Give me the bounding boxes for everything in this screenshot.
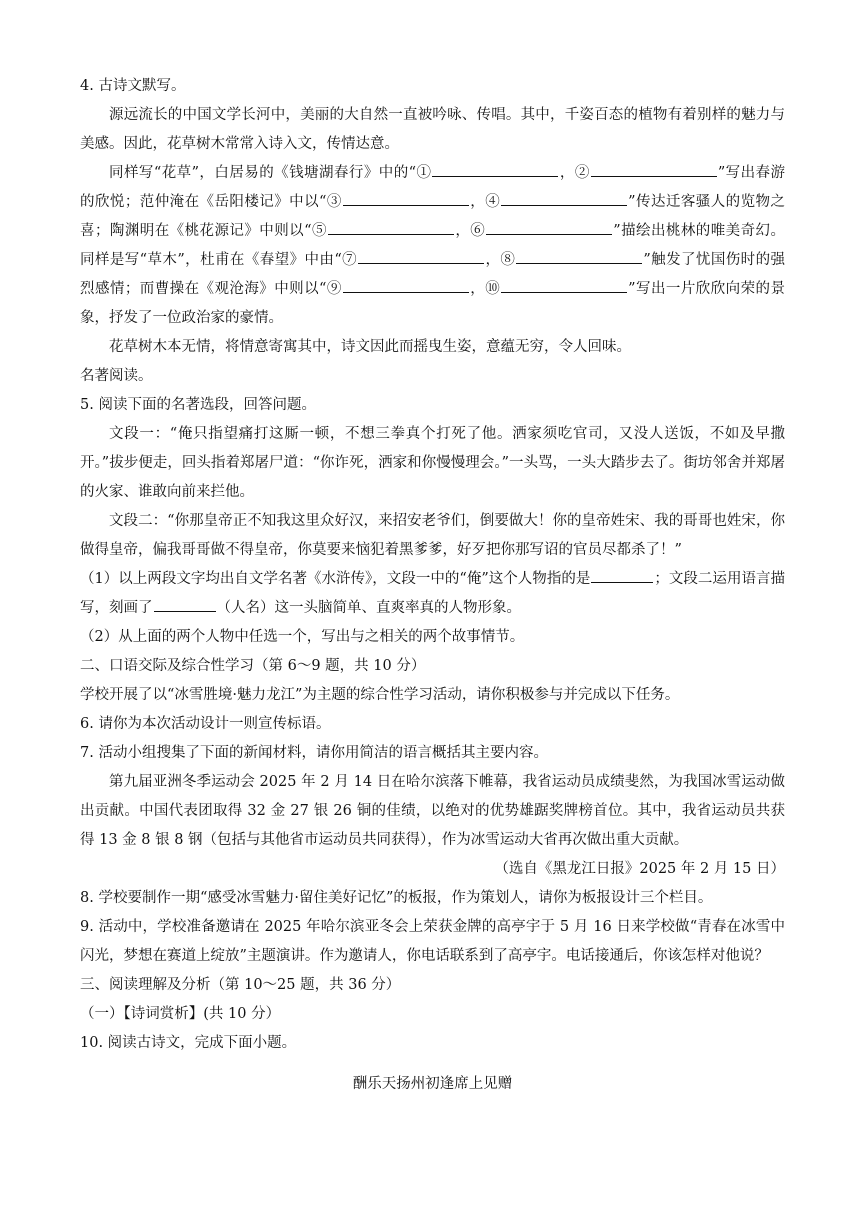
q4-text-5: ”传达迁客骚人的览物之喜；陶渊明在《桃花源记》中则以“⑤ <box>80 194 785 239</box>
q4-text-11: ”写出一片欣欣向荣的景象，抒发了一位政治家的豪情。 <box>80 281 785 326</box>
section3-sub: （一）【诗词赏析】(共 10 分） <box>80 1006 281 1022</box>
q4-text-6: ，⑥ <box>454 223 486 239</box>
q5-sub1-text-a: （1）以上两段文字均出自文学名著《水浒传》，文段一中的“俺”这个人物指的是 <box>80 571 591 587</box>
q4-title: 4. 古诗文默写。 <box>80 78 186 94</box>
section-classics-title: 名著阅读。 <box>80 368 153 384</box>
answer-blank-6[interactable] <box>486 219 612 235</box>
poem-title: 酬乐天扬州初逢席上见赠 <box>352 1076 513 1092</box>
q7-news: 第九届亚洲冬季运动会 2025 年 2 月 14 日在哈尔滨落下帷幕，我省运动员成绩斐然，为我国冰雪运动做出贡献。中国代表团取得 32 金 27 银 26 铜的佳绩，以绝对的优势雄踞奖牌榜首位。其中，我省运动员共获得 13 金 8 银 8 钢（包括与其他省市运动员共同获得），作为冰雪运动大省再次做出重大贡献。 <box>80 774 785 848</box>
q4-text-10: ，⑩ <box>469 281 501 297</box>
answer-blank-3[interactable] <box>343 190 469 206</box>
q4-text-3: ”写出春游的欣悦；范仲淹在《岳阳楼记》中以“③ <box>80 165 786 210</box>
section2-title: 二、口语交际及综合性学习（第 6～9 题，共 10 分） <box>80 658 426 674</box>
answer-blank-9[interactable] <box>343 277 469 293</box>
exam-page <box>80 72 785 1099</box>
q5-sub1 <box>80 565 785 623</box>
q4-fill-paragraph <box>80 159 785 333</box>
q5-excerpt-2: 文段二：“你那皇帝正不知我这里众好汉，来招安老爷们，倒要做大！你的皇帝姓宋、我的哥哥也姓宋，你做得皇帝，偏我哥哥做不得皇帝，你莫要来恼犯着黑爹爹，好歹把你那写诏的官员尽都杀了！” <box>80 513 785 558</box>
q4-ending: 花草树木本无情，将情意寄寓其中，诗文因此而摇曳生姿，意蕴无穷，令人回味。 <box>109 339 631 355</box>
answer-blank-4[interactable] <box>501 190 627 206</box>
q5-sub1-text-b: ；文段二运用语言描写，刻画了 <box>80 571 785 616</box>
section2-intro: 学校开展了以“冰雪胜境·魅力龙江”为主题的综合性学习活动，请你积极参与并完成以下任务。 <box>80 687 680 703</box>
q9: 9. 活动中，学校准备邀请在 2025 年哈尔滨亚冬会上荣获金牌的高亭宇于 5 月 16 日来学校做“青春在冰雪中闪光，梦想在赛道上绽放”主题演讲。作为邀请人，你电话联系到了高亭宇。电话接通后，你该怎样对他说？ <box>80 919 785 964</box>
q10: 10. 阅读古诗文，完成下面小题。 <box>80 1035 297 1051</box>
q8: 8. 学校要制作一期“感受冰雪魅力·留住美好记忆”的板报，作为策划人，请你为板报设计三个栏目。 <box>80 890 713 906</box>
q4-text-4: ，④ <box>469 194 501 210</box>
q5-title: 5. 阅读下面的名著选段，回答问题。 <box>80 397 316 413</box>
answer-blank-1[interactable] <box>432 161 558 177</box>
answer-blank-name[interactable] <box>154 596 216 612</box>
q4-intro: 源远流长的中国文学长河中，美丽的大自然一直被吟咏、传唱。其中，千姿百态的植物有着别样的魅力与美感。因此，花草树木常常入诗入文，传情达意。 <box>80 107 785 152</box>
answer-blank-10[interactable] <box>501 277 627 293</box>
q5-excerpt-1: 文段一：“俺只指望痛打这厮一顿，不想三拳真个打死了他。洒家须吃官司，又没人送饭，不如及早撒开。”拔步便走，回头指着郑屠尸道：“你诈死，洒家和你慢慢理会。”一头骂，一头大踏步去了。街坊邻舍并郑屠的火家、谁敢向前来拦他。 <box>80 426 785 500</box>
answer-blank-5[interactable] <box>328 219 454 235</box>
q6: 6. 请你为本次活动设计一则宣传标语。 <box>80 716 331 732</box>
q4-text-7: ”描绘出桃林的唯美奇幻。同样是写“草木”，杜甫在《春望》中由“⑦ <box>80 223 785 268</box>
q7: 7. 活动小组搜集了下面的新闻材料，请你用简洁的语言概括其主要内容。 <box>80 745 548 761</box>
q4-text-8: ，⑧ <box>485 252 516 268</box>
answer-blank-8[interactable] <box>516 248 642 264</box>
q7-source: （选自《黑龙江日报》2025 年 2 月 15 日） <box>494 861 785 877</box>
answer-blank-2[interactable] <box>591 161 717 177</box>
q4-text-9: ”触发了忧国伤时的强烈感情；而曹操在《观沧海》中则以“⑨ <box>80 252 785 297</box>
q5-sub2: （2）从上面的两个人物中任选一个，写出与之相关的两个故事情节。 <box>80 629 525 645</box>
q4-text-2: ，② <box>559 165 590 181</box>
answer-blank-character[interactable] <box>591 567 653 583</box>
q4-text-1: 同样写“花草”，白居易的《钱塘湖春行》中的“① <box>109 165 432 181</box>
q5-sub1-text-c: （人名）这一头脑简单、直爽率真的人物形象。 <box>216 600 521 616</box>
answer-blank-7[interactable] <box>358 248 484 264</box>
section3-title: 三、阅读理解及分析（第 10～25 题，共 36 分） <box>80 977 401 993</box>
